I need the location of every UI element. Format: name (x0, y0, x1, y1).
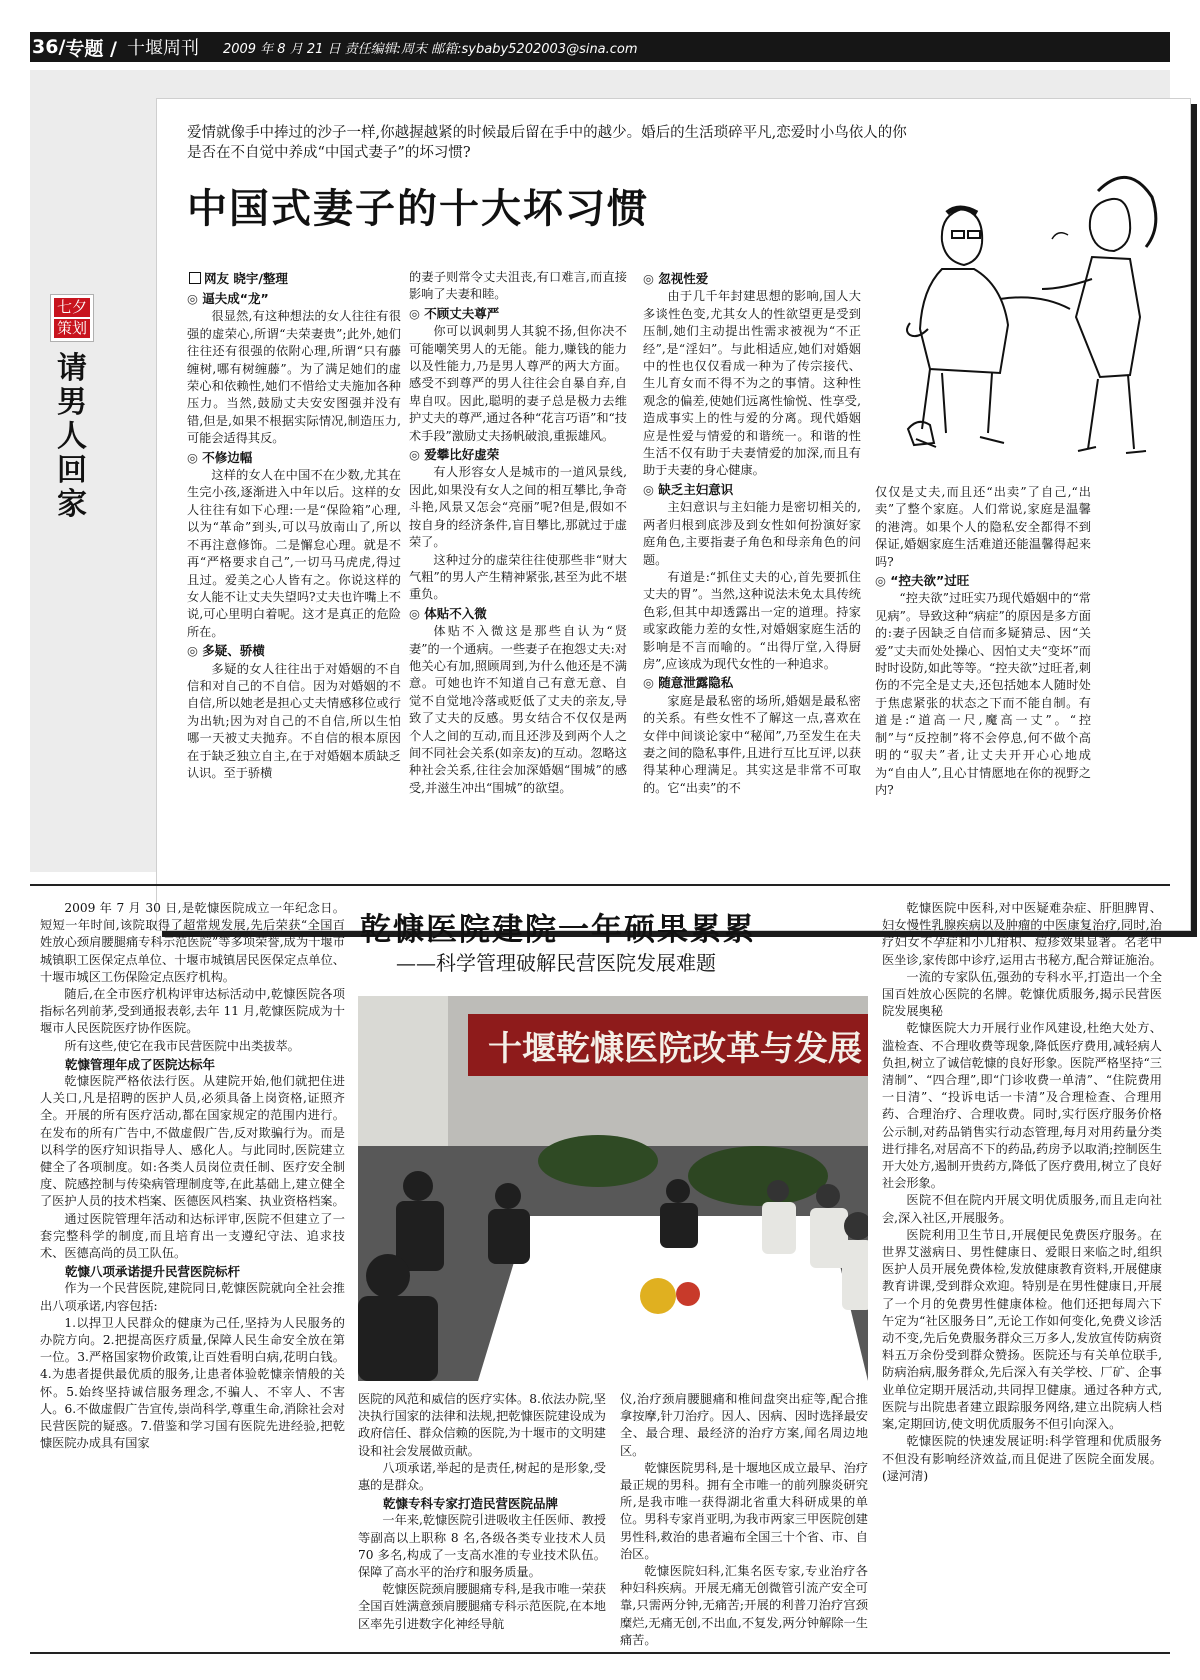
paragraph: 的妻子则常令丈夫沮丧,有口难言,而直接影响了夫妻和睦。 (409, 270, 627, 302)
feature-section (30, 70, 1170, 872)
article-column-3 (643, 269, 861, 904)
paragraph: 医院不但在院内开展文明优质服务,而且走向社会,深入社区,开展服务。 (882, 1193, 1162, 1225)
paragraph: 随后,在全市医疗机构评审达标活动中,乾慷医院各项指标名列前茅,受到通报表彰,去年 11 月,乾慷医院成为十堰市人民医院医疗协作医院。 (40, 987, 345, 1036)
photo-banner-text: 十堰乾慷医院改革与发展 (488, 1029, 862, 1069)
paragraph: 有人形容女人是城市的一道风景线,因此,如果没有女人之间的相互攀比,争奇斗艳,风景又怎会“亮丽”呢?但是,假如不按自身的经济条件,盲目攀比,那就过于虚荣了。 (409, 465, 627, 550)
paragraph: 乾慷医院大力开展行业作风建设,杜绝大处方、滥检查、不合理收费等现象,降低医疗费用,减轻病人负担,树立了诚信乾慷的良好形象。医院严格坚持“三清制”、“四合理”,即“门诊收费一单清”、“住院费用一日清”、“投诉电话一卡清”及合理检查、合理用药、合理治疗、合理收费。同时,实行医疗服务价格公示制,对药品销售实行动态管理,每月对用药量分类进行排名,对居高不下的药品,药房予以取消;控制医生开大处方,遏制开贵药方,降低了医疗费用,树立了良好社会形象。 (882, 1021, 1162, 1191)
tag-line-2: 策划 (54, 319, 90, 338)
paragraph: 通过医院管理年活动和达标评审,医院不但建立了一套完整科学的制度,而且培育出一支遵纪守法、追求技术、医德高尚的员工队伍。 (40, 1211, 345, 1261)
subhead: ◎ 随意泄露隐私 (643, 674, 861, 691)
article-column-2 (409, 269, 627, 904)
feature-tag (50, 294, 94, 342)
meeting-photo-image (358, 996, 868, 1381)
paper-name: 十堰周刊 (126, 38, 199, 59)
article-title: 中国式妻子的十大坏习惯 (187, 186, 649, 232)
vertical-title: 请男人回家 (57, 351, 87, 522)
paragraph: “控夫欲”过旺实乃现代婚姻中的“常见病”。导致这种“病症”的原因是多方面的:妻子因缺乏自信而多疑猜忌、因“关爱”丈夫而处处操心、因怕丈夫“变坏”而时时设防,如此等等。“控夫欲”过旺者,刺伤的不完全是丈夫,还包括她本人随时处于焦虑紧张的状态之下而不能自制。有道是:“道高一尺,魔高一丈”。“控制”与“反控制”将不会停息,何不做个高明的“驭夫”者,让丈夫开开心心地成为“自由人”,且心甘情愿地在你的视野之内? (875, 591, 1091, 797)
paragraph: 乾慷医院妇科,汇集名医专家,专业治疗各种妇科疾病。开展无痛无创微管引流产安全可靠,只需两分钟,无痛苦;开展的利普刀治疗宫颈糜烂,无痛无创,不出血,不复发,两分钟解除一生痛苦。 (620, 1564, 868, 1647)
subhead: ◎ 缺乏主妇意识 (643, 481, 861, 498)
paragraph: 八项承诺,举起的是责任,树起的是形象,受惠的是群众。 (358, 1460, 606, 1493)
sidebar (47, 294, 97, 708)
subhead: ◎ “控夫欲”过旺 (875, 572, 1091, 589)
subhead: ◎ 体贴不入微 (409, 605, 627, 622)
hospital-column-1 (40, 900, 345, 1650)
subhead: ◎ 多疑、骄横 (187, 642, 401, 659)
subhead: 乾慷管理年成了医院达标年 (65, 1056, 216, 1072)
paragraph: 仅仅是丈夫,而且还“出卖”了自己,“出卖”了整个家庭。人们常说,家庭是温馨的港湾。如果个人的隐私安全都得不到保证,婚姻家庭生活难道还能温馨得起来吗? (875, 485, 1091, 569)
paragraph: 这样的女人在中国不在少数,尤其在生完小孩,逐渐进入中年以后。这样的女人往往有如下心理:一是“保险箱”心理,以为“革命”到头,可以马放南山了,所以不再注意修饰。二是懈怠心理。就是不再“严格要求自己”,一切马马虎虎,得过且过。爱美之心人皆有之。你说这样的女人能不让丈夫失望吗?丈夫也许嘴上不说,可心里明白着呢。这才是真正的危险所在。 (187, 468, 401, 639)
article-column-4 (875, 484, 1091, 904)
paragraph: 医院的风范和威信的医疗实体。8.依法办院,坚决执行国家的法律和法规,把乾慷医院建设成为政府信任、群众信赖的医院,为十堰市的文明建设和社会发展做贡献。 (358, 1392, 606, 1458)
article-card (156, 98, 1191, 931)
section-name: 专题 / (65, 37, 117, 60)
paragraph: 作为一个民营医院,建院同日,乾慷医院就向全社会推出八项承诺,内容包括: (40, 1281, 345, 1313)
hospital-column-2 (358, 1391, 606, 1651)
paragraph: 体贴不入微这是那些自认为“贤妻”的一个通病。一些妻子在抱怨丈夫:对他关心有加,照顾周到,为什么他还是不满意。可她也许不知道自己有意无意、自觉不自觉地冷落或贬低了丈夫的亲友,导致了丈夫的反感。男女结合不仅仅是两个人之间的互动,而且还涉及到两个人之间不同社会关系(如亲友)的互动。忽略这种社会关系,往往会加深婚姻“围城”的感受,并滋生冲出“围城”的欲望。 (409, 624, 627, 795)
hospital-subtitle: ——科学管理破解民营医院发展难题 (396, 951, 716, 975)
article-byline: 网友 晓宇/整理 (189, 269, 288, 287)
article-intro: 爱情就像手中捧过的沙子一样,你越握越紧的时候最后留在手中的越少。婚后的生活琐碎平凡,恋爱时小鸟依人的你是否在不自觉中养成“中国式妻子”的坏习惯? (187, 125, 907, 161)
subhead: ◎ 爱攀比好虚荣 (409, 446, 627, 463)
subhead: 乾慷八项承诺提升民营医院标杆 (65, 1264, 241, 1280)
subhead: ◎ 忽视性爱 (643, 270, 861, 287)
paragraph: 乾慷医院颈肩腰腿痛专科,是我市唯一荣获全国百姓满意颈肩腰腿痛专科示范医院,在本地区率先引进数字化神经导航 (358, 1582, 606, 1631)
subhead: ◎ 不顾丈夫尊严 (409, 305, 627, 322)
hospital-column-4 (882, 900, 1162, 1650)
paragraph: 乾慷医院的快速发展证明:科学管理和优质服务不但没有影响经济效益,而且促进了医院全面发展。(逯河清) (882, 1434, 1162, 1483)
page-number: 36/ (32, 36, 66, 58)
paragraph: 主妇意识与主妇能力是密切相关的,两者归根到底涉及到女性如何扮演好家庭角色,主要指妻子角色和母亲角色的问题。 (643, 500, 861, 567)
paragraph: 一年来,乾慷医院引进吸收主任医师、教授等副高以上职称 8 名,各级各类专业技术人员 70 多名,构成了一支高水准的专业技术队伍。保障了高水平的治疗和服务质量。 (358, 1513, 606, 1580)
edition-meta: 2009 年 8 月 21 日 责任编辑:周末 邮箱:sybaby5202003@sina.com (222, 41, 638, 57)
hospital-article (30, 884, 1170, 1654)
subhead: ◎ 逼夫成“龙” (187, 290, 401, 307)
meeting-photo (358, 996, 868, 1381)
paragraph: 多疑的女人往往出于对婚姻的不自信和对自己的不自信。因为对婚姻的不自信,所以她老是担心丈夫情感移位或行为出轨;因为对自己的不自信,所以生怕哪一天被丈夫抛弃。不自信的根本原因在于缺乏独立自主,在于对婚姻本质缺乏认识。至于骄横 (187, 661, 401, 780)
hospital-column-3 (620, 1391, 868, 1651)
paragraph: 乾慷医院中医科,对中医疑难杂症、肝胆脾胃、妇女慢性乳腺疾病以及肿瘤的中医康复治疗,同时,治疗妇女不孕症和小儿疳积、痘疹效果显著。名老中医坐诊,家传郎中诊疗,运用古书秘方,配合辩证施治。 (882, 901, 1162, 967)
paragraph: 由于几千年封建思想的影响,国人大多谈性色变,尤其女人的性欲望更是受到压制,她们主动提出性需求被视为“不正经”,是“淫妇”。与此相适应,她们对婚姻中的性也仅仅看成一种为了传宗接代、生儿育女而不得不为之的事情。这种性观念的偏差,使她们远离性愉悦、性享受,造成事实上的性与爱的分离。现代婚姻应是性爱与情爱的和谐统一。和谐的性生活不仅有助于夫妻情爱的加深,而且有助于夫妻的身心健康。 (643, 289, 861, 478)
tag-line-1: 七夕 (54, 298, 90, 317)
paragraph: 这种过分的虚荣往往使那些非“财大气粗”的男人产生精神紧张,甚至为此不堪重负。 (409, 552, 627, 602)
paragraph: 有道是:“抓住丈夫的心,首先要抓住丈夫的胃”。当然,这种说法未免太具传统色彩,但其中却透露出一定的道理。持家或家政能力差的女性,对婚姻家庭生活的影响是不言而喻的。“出得厅堂,入得厨房”,应该成为现代女性的一种追求。 (643, 569, 861, 671)
subhead: ◎ 不修边幅 (187, 449, 401, 466)
couple-illustration (902, 129, 1172, 477)
paragraph: 家庭是最私密的场所,婚姻是最私密的关系。有些女性不了解这一点,喜欢在女伴中间谈论家中“秘闻”,乃至发生在夫妻之间的隐私事件,且进行互比互评,以获得某种心理满足。其实这是非常不可取的。它“出卖”的不 (643, 693, 861, 795)
paragraph: 医院利用卫生节日,开展便民免费医疗服务。在世界艾滋病日、男性健康日、爱眼日来临之时,组织医护人员开展免费体检,发放健康教育资料,开展健康教育讲课,受到群众欢迎。特别是在男性健康日,开展了一个月的免费男性健康体检。他们还把每周六下午定为“社区服务日”,无论工作如何变化,免费义诊活动不变,先后免费服务群众三万多人,发放宣传防病资料五万余份受到群众赞扬。医院还与有关单位联手,防病治病,服务群众,先后深入有关学校、厂矿、企事业单位定期开展活动,共同捍卫健康。通过各种方式,医院与出院患者建立跟踪服务网络,建立出院病人档案,定期回访,使文明优质服务不但引向深入。 (882, 1227, 1162, 1432)
hospital-title: 乾慷医院建院一年硕果累累 (360, 912, 756, 948)
page-header (30, 32, 1170, 62)
subhead: 乾慷专科专家打造民营医院品牌 (383, 1496, 559, 1512)
paragraph: 乾慷医院男科,是十堰地区成立最早、治疗最正规的男科。拥有全市唯一的前列腺炎研究所,是我市唯一获得湖北省重大科研成果的单位。男科专家肖亚明,为我市两家三甲医院创建男性科,救治的患者遍布全国三十个省、市、自治区。 (620, 1460, 868, 1561)
paragraph: 一流的专家队伍,强劲的专科水平,打造出一个全国百姓放心医院的名牌。乾慷优质服务,揭示民营医院发展奥秘 (882, 969, 1162, 1019)
paragraph: 2009 年 7 月 30 日,是乾慷医院成立一年纪念日。短短一年时间,该院取得了超常规发展,先后荣获“全国百姓放心颈肩腰腿痛专科示范医院”等多项荣誉,成为十堰市城镇职工医保定点单位、十堰市城镇居民医保定点单位、十堰市城区工伤保险定点医疗机构。 (40, 901, 345, 984)
paragraph: 仪,治疗颈肩腰腿痛和椎间盘突出症等,配合推拿按摩,针刀治疗。因人、因病、因时选择最安全、最合理、最经济的治疗方案,闻名周边地区。 (620, 1392, 868, 1458)
paragraph: 1.以捍卫人民群众的健康为己任,坚持为人民服务的办院方向。2.把提高医疗质量,保障人民生命安全放在第一位。3.严格国家物价政策,让百姓看明白病,花明白钱。4.为患者提供最优质的服务,让患者体验乾慷亲情般的关怀。5.始终坚持诚信服务理念,不骗人、不宰人、不害人。6.不做虚假广告宣传,崇尚科学,尊重生命,消除社会对民营医院的疑惑。7.借鉴和学习国有医院先进经验,把乾慷医院办成具有国家 (40, 1315, 345, 1451)
paragraph: 乾慷医院严格依法行医。从建院开始,他们就把住进人关口,凡是招聘的医护人员,必须具备上岗资格,证照齐全。开展的所有医疗活动,都在国家规定的范围内进行。在发布的所有广告中,不做虚假广告,反对欺骗行为。而是以科学的医疗知识指导人、感化人。与此同时,医院建立健全了各项制度。如:各类人员岗位责任制、医疗安全制度、院感控制与传染病管理制度等,在此基础上,建立健全了医护人员的技术档案、医德医风档案、执业资格档案。 (40, 1074, 345, 1209)
paragraph: 很显然,有这种想法的女人往往有很强的虚荣心,所谓“夫荣妻贵”;此外,她们往往还有很强的依附心理,所谓“只有藤缠树,哪有树缠藤”。为了满足她们的虚荣心和依赖性,她们不惜给丈夫施加各种压力。当然,鼓励丈夫安安图强并没有错,但是,如果不根据实际情况,制造压力,可能会适得其反。 (187, 309, 401, 446)
paragraph: 所有这些,使它在我市民营医院中出类拔萃。 (64, 1038, 300, 1053)
paragraph: 你可以讽刺男人其貌不扬,但你决不可能嘲笑男人的无能。能力,赚钱的能力以及性能力,乃是男人尊严的两大方面。感受不到尊严的男人往往会自暴自弃,自卑自叹。因此,聪明的妻子总是极力去维护丈夫的尊严,通过各种“花言巧语”和“技术手段”激励丈夫扬帆破浪,重振雄风。 (409, 324, 627, 443)
article-column-1 (187, 289, 401, 904)
